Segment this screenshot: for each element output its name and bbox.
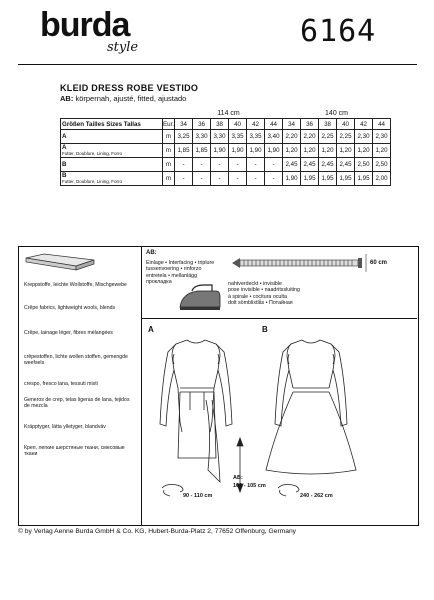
fabric-de: Kreppstoffe, leichte Wollstoffe, Mischgewebe	[24, 282, 127, 288]
table-cell: 3,35	[229, 130, 247, 144]
header-divider	[18, 64, 417, 65]
brand-logo-sub: style	[107, 40, 139, 55]
brand-logo: burda	[40, 6, 130, 44]
pattern-number: 6164	[300, 14, 377, 49]
table-cell: 1,90	[229, 144, 247, 158]
table-cell: 1,95	[355, 172, 373, 186]
fit-prefix: AB:	[60, 94, 74, 103]
dress-b-illustration	[262, 330, 392, 520]
table-cell: -	[175, 158, 193, 172]
table-cell: 3,40	[265, 130, 283, 144]
row-sublabel: Futter, Doublure, Lining, Forro	[62, 178, 123, 184]
size-cell: 34	[175, 119, 193, 130]
zipper-length: 60 cm	[370, 260, 388, 266]
view-b-label: B	[262, 325, 268, 334]
row-label: B	[62, 161, 67, 168]
view-a-label: A	[148, 325, 154, 334]
table-cell: 3,35	[247, 130, 265, 144]
size-cell: 40	[229, 119, 247, 130]
table-row	[61, 144, 391, 158]
table-cell: 2,20	[301, 130, 319, 144]
table-cell: 2,50	[355, 158, 373, 172]
table-cell: 2,45	[283, 158, 301, 172]
notions-divider	[142, 318, 417, 319]
row-sublabel: Futter, Doublure, Lining, Forro	[62, 150, 123, 156]
row-unit: m	[163, 130, 175, 144]
table-cell: 1,85	[193, 144, 211, 158]
table-cell: 2,20	[283, 130, 301, 144]
yardage-table	[60, 108, 391, 186]
zipper-line: à spirale • cocitura oculta	[228, 293, 287, 300]
interfacing-line: tussenvoering • rinforzo	[146, 266, 202, 273]
table-cell: -	[175, 172, 193, 186]
table-cell: 1,90	[283, 172, 301, 186]
fabric-ru: Креп, легкие шерстяные ткани, смесовые ткани	[24, 445, 125, 458]
sizes-header: Größen Tailles Sizes Tallas	[61, 119, 163, 130]
size-cell: 36	[301, 119, 319, 130]
table-cell: 1,20	[283, 144, 301, 158]
notions-ab-label: AB:	[146, 250, 157, 256]
table-cell: -	[193, 158, 211, 172]
table-group-row	[61, 108, 391, 119]
row-label: A	[62, 133, 67, 140]
table-cell: 2,30	[373, 130, 391, 144]
table-cell: 1,20	[301, 144, 319, 158]
fabric-sv: Kräpptyger, lätta ylletyger, blandväv	[24, 424, 106, 430]
table-cell: 1,90	[247, 144, 265, 158]
fabric-fr: Crêpe, lainage léger, fibres mélangées	[24, 330, 113, 336]
table-cell: -	[265, 158, 283, 172]
copyright-footer: © by Verlag Aenne Burda GmbH & Co. KG, Hubert-Burda-Platz 2, 77652 Offenburg, Germany	[18, 528, 297, 535]
interfacing-text	[146, 260, 236, 286]
size-cell: 34	[283, 119, 301, 130]
size-cell: 42	[247, 119, 265, 130]
table-header-row	[61, 119, 391, 130]
fabric-es: Generos de crep, telas ligeras de lana, tejidos de mezcla	[24, 397, 130, 410]
interfacing-line: Einlage • Interfacing • triplure	[146, 260, 215, 266]
table-cell: 1,90	[211, 144, 229, 158]
table-cell: 2,45	[319, 158, 337, 172]
table-cell: -	[247, 172, 265, 186]
table-cell: 2,45	[301, 158, 319, 172]
dress-b-hem-width: 240 - 262 cm	[300, 493, 333, 499]
table-cell: -	[211, 172, 229, 186]
table-cell: 1,95	[319, 172, 337, 186]
zipper-icon	[232, 254, 372, 272]
size-cell: 40	[337, 119, 355, 130]
table-row	[61, 172, 391, 186]
table-cell: 2,30	[355, 130, 373, 144]
table-cell: 1,95	[337, 172, 355, 186]
size-cell: 42	[355, 119, 373, 130]
row-unit: m	[163, 158, 175, 172]
size-cell: 38	[211, 119, 229, 130]
width-140-label: 140 cm	[283, 108, 391, 119]
table-cell: -	[193, 172, 211, 186]
table-cell: 2,25	[337, 130, 355, 144]
interfacing-line: прокладка	[146, 279, 172, 286]
table-cell: 2,00	[373, 172, 391, 186]
zipper-line: pose invisible • naadritssluiting	[228, 287, 300, 294]
table-row	[61, 130, 391, 144]
table-cell: -	[247, 158, 265, 172]
table-cell: -	[211, 158, 229, 172]
dress-a-hem-width: 90 - 110 cm	[183, 493, 213, 499]
table-row	[61, 158, 391, 172]
table-cell: 1,85	[175, 144, 193, 158]
row-unit: m	[163, 172, 175, 186]
fit-description	[60, 94, 186, 103]
table-cell: 2,45	[337, 158, 355, 172]
table-cell: 3,30	[211, 130, 229, 144]
table-cell: 2,25	[319, 130, 337, 144]
table-cell: 3,25	[175, 130, 193, 144]
dress-a-length-label: AB:	[233, 475, 243, 481]
table-cell: -	[229, 172, 247, 186]
table-cell: 1,20	[337, 144, 355, 158]
row-label: B	[62, 171, 67, 179]
table-cell: -	[229, 158, 247, 172]
column-divider	[141, 246, 142, 526]
zipper-line: dolt sömblixtlås • Потайная	[228, 299, 293, 306]
fabric-nl: crêpestoffen, lichte wollen stoffen, gemengde weefsels	[24, 354, 128, 367]
dress-a-length: 101 - 105 cm	[233, 483, 266, 489]
table-cell: 1,90	[265, 144, 283, 158]
fabric-en: Crêpe fabrics, lightweight wools, blends	[24, 305, 116, 311]
iron-icon	[176, 283, 224, 315]
table-cell: -	[265, 172, 283, 186]
width-114-label: 114 cm	[175, 108, 283, 119]
fit-text: körpernah, ajusté, fitted, ajustado	[75, 94, 187, 103]
table-cell: 1,20	[319, 144, 337, 158]
row-unit: m	[163, 144, 175, 158]
table-cell: 3,30	[193, 130, 211, 144]
pattern-title: KLEID DRESS ROBE VESTIDO	[60, 83, 199, 93]
dress-a-illustration	[150, 330, 260, 520]
zipper-line: nahtverdeckt • invisible	[228, 281, 282, 287]
eur-header: Eur.	[163, 120, 175, 128]
fabric-swatch-icon	[24, 252, 124, 276]
row-label: A	[62, 143, 67, 151]
table-cell: 1,95	[301, 172, 319, 186]
size-cell: 44	[265, 119, 283, 130]
table-cell: 2,50	[373, 158, 391, 172]
table-cell: 1,20	[355, 144, 373, 158]
size-cell: 38	[319, 119, 337, 130]
table-cell: 1,20	[373, 144, 391, 158]
size-cell: 36	[193, 119, 211, 130]
fabric-it: crespo, fresco lana, tessuti misti	[24, 381, 98, 387]
interfacing-line: entretela • mellanlägg	[146, 272, 198, 279]
size-cell: 44	[373, 119, 391, 130]
zipper-text	[228, 281, 300, 306]
